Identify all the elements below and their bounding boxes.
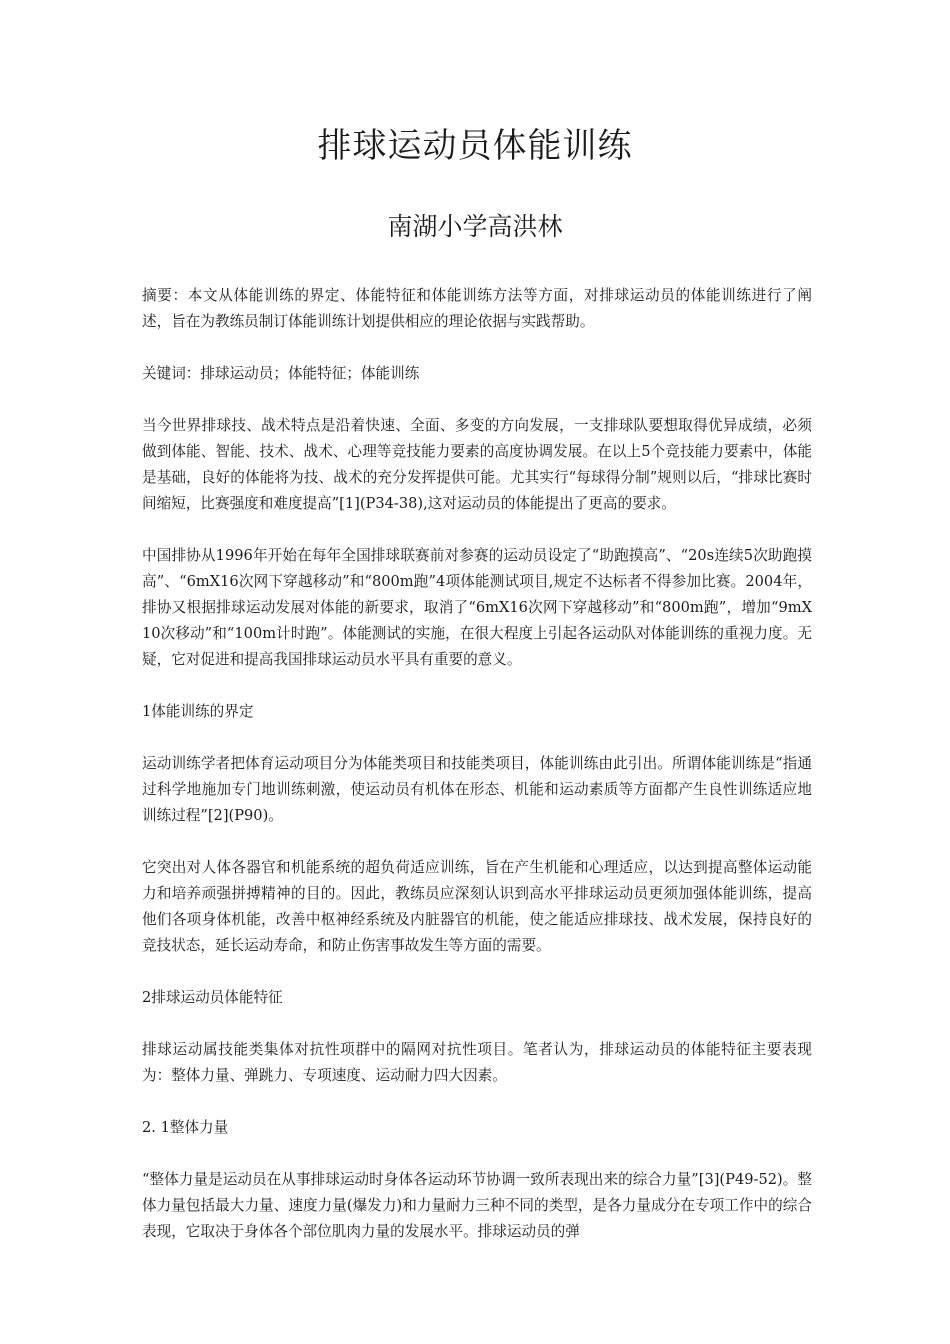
document-author: 南湖小学高洪林 (387, 212, 563, 241)
section-2-1-heading: 2. 1整体力量 (142, 1119, 229, 1136)
section-2-heading: 2排球运动员体能特征 (142, 989, 283, 1006)
keywords-paragraph: 关键词：排球运动员；体能特征；体能训练 (142, 365, 420, 382)
section-2-1-paragraph-1: “整体力量是运动员在从事排球运动时身体各运动环节协调一致所表现出来的综合力量”[3](P49-52)。整体力量包括最大力量、速度力量(爆发力)和力量耐力三种不同的类型，是各力量成分在专项工作中的综合表现，它取决于身体各个部位肌肉力量的发展水平。排球运动员的弹 (142, 1171, 812, 1240)
intro-paragraph-2: 中国排协从1996年开始在每年全国排球联赛前对参赛的运动员设定了“助跑摸高”、“20s连续5次助跑摸高”、“6mX16次网下穿越移动”和“800m跑”4项体能测试项目,规定不达标者不得参加比赛。2004年，排协又根据排球运动发展对体能的新要求，取消了“6mX16次网下穿越移动”和“800m跑”，增加“9mX10次移动”和“100m计时跑”。体能测试的实施，在很大程度上引起各运动队对体能训练的重视力度。无疑，它对促进和提高我国排球运动员水平具有重要的意义。 (142, 547, 812, 668)
document-title: 排球运动员体能训练 (317, 126, 633, 166)
section-1-paragraph-1: 运动训练学者把体育运动项目分为体能类项目和技能类项目，体能训练由此引出。所谓体能训练是“指通过科学地施加专门地训练刺激，使运动员有机体在形态、机能和运动素质等方面都产生良性训练适应地训练过程”[2](P90)。 (142, 755, 812, 824)
document-body (142, 283, 812, 1271)
intro-paragraph-1: 当今世界排球技、战术特点是沿着快速、全面、多变的方向发展，一支排球队要想取得优异成绩，必须做到体能、智能、技术、战术、心理等竞技能力要素的高度协调发展。在以上5个竞技能力要素中，体能是基础，良好的体能将为技、战术的充分发挥提供可能。尤其实行“每球得分制”规则以后，“排球比赛时间缩短，比赛强度和难度提高”[1](P34-38),这对运动员的体能提出了更高的要求。 (142, 417, 812, 512)
section-2-paragraph-1: 排球运动属技能类集体对抗性项群中的隔网对抗性项目。笔者认为，排球运动员的体能特征主要表现为：整体力量、弹跳力、专项速度、运动耐力四大因素。 (142, 1041, 812, 1084)
abstract-paragraph: 摘要：本文从体能训练的界定、体能特征和体能训练方法等方面，对排球运动员的体能训练进行了阐述，旨在为教练员制订体能训练计划提供相应的理论依据与实践帮助。 (142, 287, 812, 330)
section-1-heading: 1体能训练的界定 (142, 703, 254, 720)
section-1-paragraph-2: 它突出对人体各器官和机能系统的超负荷适应训练，旨在产生机能和心理适应，以达到提高整体运动能力和培养顽强拼搏精神的目的。因此，教练员应深刻认识到高水平排球运动员更须加强体能训练，提高他们各项身体机能，改善中枢神经系统及内脏器官的机能，使之能适应排球技、战术发展，保持良好的竞技状态，延长运动寿命，和防止伤害事故发生等方面的需要。 (142, 859, 812, 954)
